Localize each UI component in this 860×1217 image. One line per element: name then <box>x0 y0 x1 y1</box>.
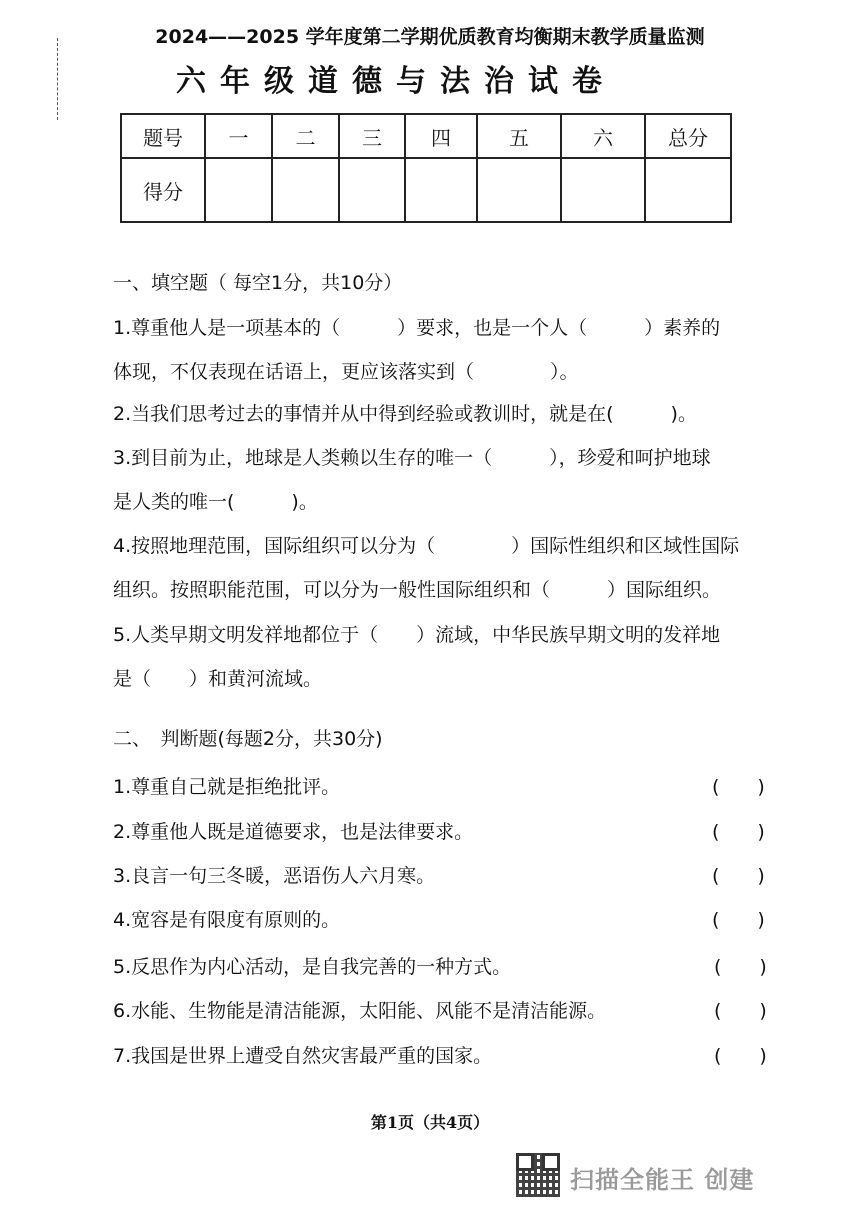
score-input-cell[interactable] <box>339 158 405 222</box>
score-header-cell: 一 <box>205 114 272 158</box>
true-false-item: 7.我国是世界上遭受自然灾害最严重的国家。 <box>113 1045 493 1067</box>
score-input-cell[interactable] <box>645 158 731 222</box>
fill-blank-line: 4.按照地理范围，国际组织可以分为（ ）国际性组织和区域性国际 <box>113 535 740 557</box>
score-table-score-row <box>121 158 731 222</box>
exam-subtitle: 2024——2025 学年度第二学期优质教育均衡期末教学质量监测 <box>155 26 705 48</box>
true-false-item: 2.尊重他人既是道德要求，也是法律要求。 <box>113 821 474 843</box>
score-header-cell: 二 <box>272 114 339 158</box>
exam-title: 六年级道德与法治试卷 <box>176 64 616 99</box>
score-table-header-row <box>121 114 731 158</box>
answer-blank[interactable]: ( ) <box>714 1000 767 1022</box>
true-false-item: 5.反思作为内心活动，是自我完善的一种方式。 <box>113 956 512 978</box>
score-input-cell[interactable] <box>477 158 561 222</box>
fill-blank-line: 是（ ）和黄河流域。 <box>113 668 323 690</box>
fill-blank-line: 2.当我们思考过去的事情并从中得到经验或教训时，就是在( )。 <box>113 403 697 425</box>
section1-heading: 一、填空题（ 每空1分，共10分） <box>113 272 403 294</box>
score-header-cell: 四 <box>405 114 477 158</box>
score-header-cell: 题号 <box>121 114 205 158</box>
answer-blank[interactable]: ( ) <box>714 956 767 978</box>
true-false-item: 3.良言一句三冬暖，恶语伤人六月寒。 <box>113 865 436 887</box>
true-false-item: 1.尊重自己就是拒绝批评。 <box>113 776 341 798</box>
fill-blank-line: 组织。按照职能范围，可以分为一般性国际组织和（ ）国际组织。 <box>113 579 722 601</box>
page-number: 第1页（共4页） <box>370 1113 490 1132</box>
score-input-cell[interactable] <box>205 158 272 222</box>
scanner-watermark: 扫描全能王 创建 <box>570 1166 755 1194</box>
qr-code-icon <box>516 1153 560 1197</box>
answer-blank[interactable]: ( ) <box>714 1045 767 1067</box>
score-input-cell[interactable] <box>561 158 645 222</box>
fill-blank-line: 体现，不仅表现在话语上，更应该落实到（ ）。 <box>113 361 579 383</box>
score-header-cell: 总分 <box>645 114 731 158</box>
score-header-cell: 三 <box>339 114 405 158</box>
fill-blank-line: 是人类的唯一( )。 <box>113 491 318 513</box>
score-input-cell[interactable] <box>272 158 339 222</box>
answer-blank[interactable]: ( ) <box>712 865 765 887</box>
answer-blank[interactable]: ( ) <box>712 821 765 843</box>
fill-blank-line: 3.到目前为止，地球是人类赖以生存的唯一（ ），珍爱和呵护地球 <box>113 447 711 469</box>
answer-blank[interactable]: ( ) <box>712 909 765 931</box>
true-false-item: 6.水能、生物能是清洁能源，太阳能、风能不是清洁能源。 <box>113 1000 607 1022</box>
answer-blank[interactable]: ( ) <box>712 776 765 798</box>
fill-blank-line: 5.人类早期文明发祥地都位于（ ）流域，中华民族早期文明的发祥地 <box>113 624 721 646</box>
score-header-cell: 五 <box>477 114 561 158</box>
score-row-label: 得分 <box>121 158 205 222</box>
score-input-cell[interactable] <box>405 158 477 222</box>
score-table <box>120 113 732 223</box>
binding-dashed-line <box>57 38 58 120</box>
fill-blank-line: 1.尊重他人是一项基本的（ ）要求，也是一个人（ ）素养的 <box>113 317 721 339</box>
true-false-item: 4.宽容是有限度有原则的。 <box>113 909 341 931</box>
section2-heading: 二、 判断题(每题2分，共30分) <box>113 728 383 750</box>
score-header-cell: 六 <box>561 114 645 158</box>
